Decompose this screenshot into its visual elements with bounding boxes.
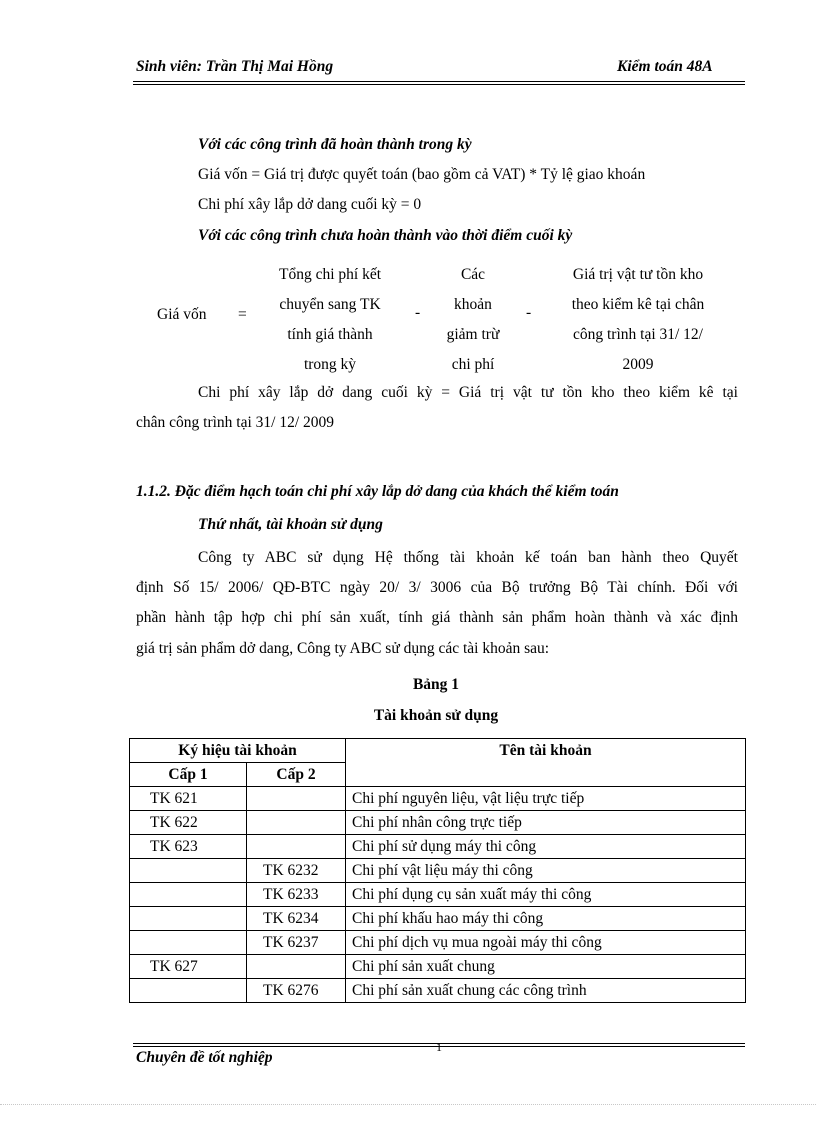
- account-level-1-cell: [130, 907, 247, 931]
- account-name-cell: Chi phí vật liệu máy thi công: [346, 859, 746, 883]
- footer-left: Chuyên đề tốt nghiệp: [136, 1049, 273, 1066]
- paragraph-line-4: giá trị sản phẩm dở dang, Công ty ABC sử dụng các tài khoản sau:: [136, 640, 550, 657]
- account-level-2-cell: [247, 811, 346, 835]
- header-class: Kiểm toán 48A: [617, 58, 713, 75]
- account-level-1-cell: [130, 931, 247, 955]
- wip-line-1: Chi phí xây lắp dở dang cuối kỳ = Giá trị vật tư tồn kho theo kiểm kê tại: [198, 384, 738, 401]
- table-label: Bảng 1: [412, 676, 460, 693]
- account-level-2-cell: TK 6233: [247, 883, 346, 907]
- sub-heading: Thứ nhất, tài khoản sử dụng: [198, 516, 383, 533]
- formula-lhs: Giá vốn: [157, 306, 207, 323]
- account-name-cell: Chi phí nguyên liệu, vật liệu trực tiếp: [346, 787, 746, 811]
- formula-term-deductions: Các khoản giảm trừ chi phí: [446, 266, 500, 373]
- account-level-2-cell: TK 6237: [247, 931, 346, 955]
- accounts-table: [129, 738, 746, 1003]
- paragraph-line-1: Công ty ABC sử dụng Hệ thống tài khoản kế toán ban hành theo Quyết: [198, 549, 738, 566]
- formula-term-total-cost: Tổng chi phí kết chuyển sang TK tính giá thành trong kỳ: [278, 266, 382, 373]
- account-level-2-cell: TK 6276: [247, 979, 346, 1003]
- table-row: [130, 835, 746, 859]
- account-name-cell: Chi phí dịch vụ mua ngoài máy thi công: [346, 931, 746, 955]
- wip-line-2: chân công trình tại 31/ 12/ 2009: [136, 414, 335, 431]
- account-level-1-cell: [130, 859, 247, 883]
- table-row: [130, 907, 746, 931]
- account-level-2-cell: [247, 835, 346, 859]
- header-student: Sinh viên: Trần Thị Mai Hồng: [136, 58, 334, 75]
- account-level-2-cell: [247, 787, 346, 811]
- incomplete-heading: Với các công trình chưa hoàn thành vào thời điểm cuối kỳ: [198, 227, 573, 244]
- table-row: [130, 811, 746, 835]
- table-row: [130, 979, 746, 1003]
- account-name-cell: Chi phí nhân công trực tiếp: [346, 811, 746, 835]
- formula-minus-1: -: [415, 304, 421, 321]
- account-level-2-cell: [247, 955, 346, 979]
- header-rule-top: [133, 81, 745, 82]
- formula-equals: =: [238, 306, 247, 323]
- section-heading: 1.1.2. Đặc điểm hạch toán chi phí xây lắp dở dang của khách thể kiểm toán: [136, 483, 619, 500]
- table-title: Tài khoản sử dụng: [373, 707, 499, 724]
- cost-formula: Giá vốn = Giá trị được quyết toán (bao gồm cả VAT) * Tỷ lệ giao khoán: [198, 166, 646, 183]
- formula-minus-2: -: [526, 304, 532, 321]
- account-level-1-cell: TK 621: [130, 787, 247, 811]
- paragraph-line-3: phần hành tập hợp chi phí sản xuất, tính giá thành sản phẩm hoàn thành và xác định: [136, 609, 738, 626]
- account-level-2-cell: TK 6234: [247, 907, 346, 931]
- table-row: [130, 955, 746, 979]
- paragraph-line-2: định Số 15/ 2006/ QĐ-BTC ngày 20/ 3/ 3006 của Bộ trưởng Bộ Tài chính. Đối với: [136, 579, 738, 596]
- account-level-1-cell: [130, 979, 247, 1003]
- table-row: [130, 931, 746, 955]
- account-level-2-cell: TK 6232: [247, 859, 346, 883]
- account-name-cell: Chi phí sử dụng máy thi công: [346, 835, 746, 859]
- page-edge-dots: [0, 1104, 816, 1105]
- header-rule-bottom: [133, 84, 745, 85]
- column-level-2: Cấp 2: [247, 763, 346, 787]
- account-name-cell: Chi phí sản xuất chung các công trình: [346, 979, 746, 1003]
- table-header-row: [130, 739, 746, 763]
- table-row: [130, 787, 746, 811]
- account-level-1-cell: TK 623: [130, 835, 247, 859]
- column-account-name: Tên tài khoản: [346, 739, 746, 787]
- account-name-cell: Chi phí sản xuất chung: [346, 955, 746, 979]
- group-header: Ký hiệu tài khoản: [130, 739, 346, 763]
- account-name-cell: Chi phí dụng cụ sản xuất máy thi công: [346, 883, 746, 907]
- account-name-cell: Chi phí khấu hao máy thi công: [346, 907, 746, 931]
- table-row: [130, 859, 746, 883]
- wip-zero: Chi phí xây lắp dở dang cuối kỳ = 0: [198, 196, 422, 213]
- completed-heading: Với các công trình đã hoàn thành trong kỳ: [198, 136, 472, 153]
- table-row: [130, 883, 746, 907]
- column-level-1: Cấp 1: [130, 763, 247, 787]
- page-number: 1: [436, 1040, 442, 1054]
- account-level-1-cell: TK 627: [130, 955, 247, 979]
- account-level-1-cell: [130, 883, 247, 907]
- formula-term-inventory: Giá trị vật tư tồn kho theo kiểm kê tại chân công trình tại 31/ 12/ 2009: [571, 266, 705, 373]
- account-level-1-cell: TK 622: [130, 811, 247, 835]
